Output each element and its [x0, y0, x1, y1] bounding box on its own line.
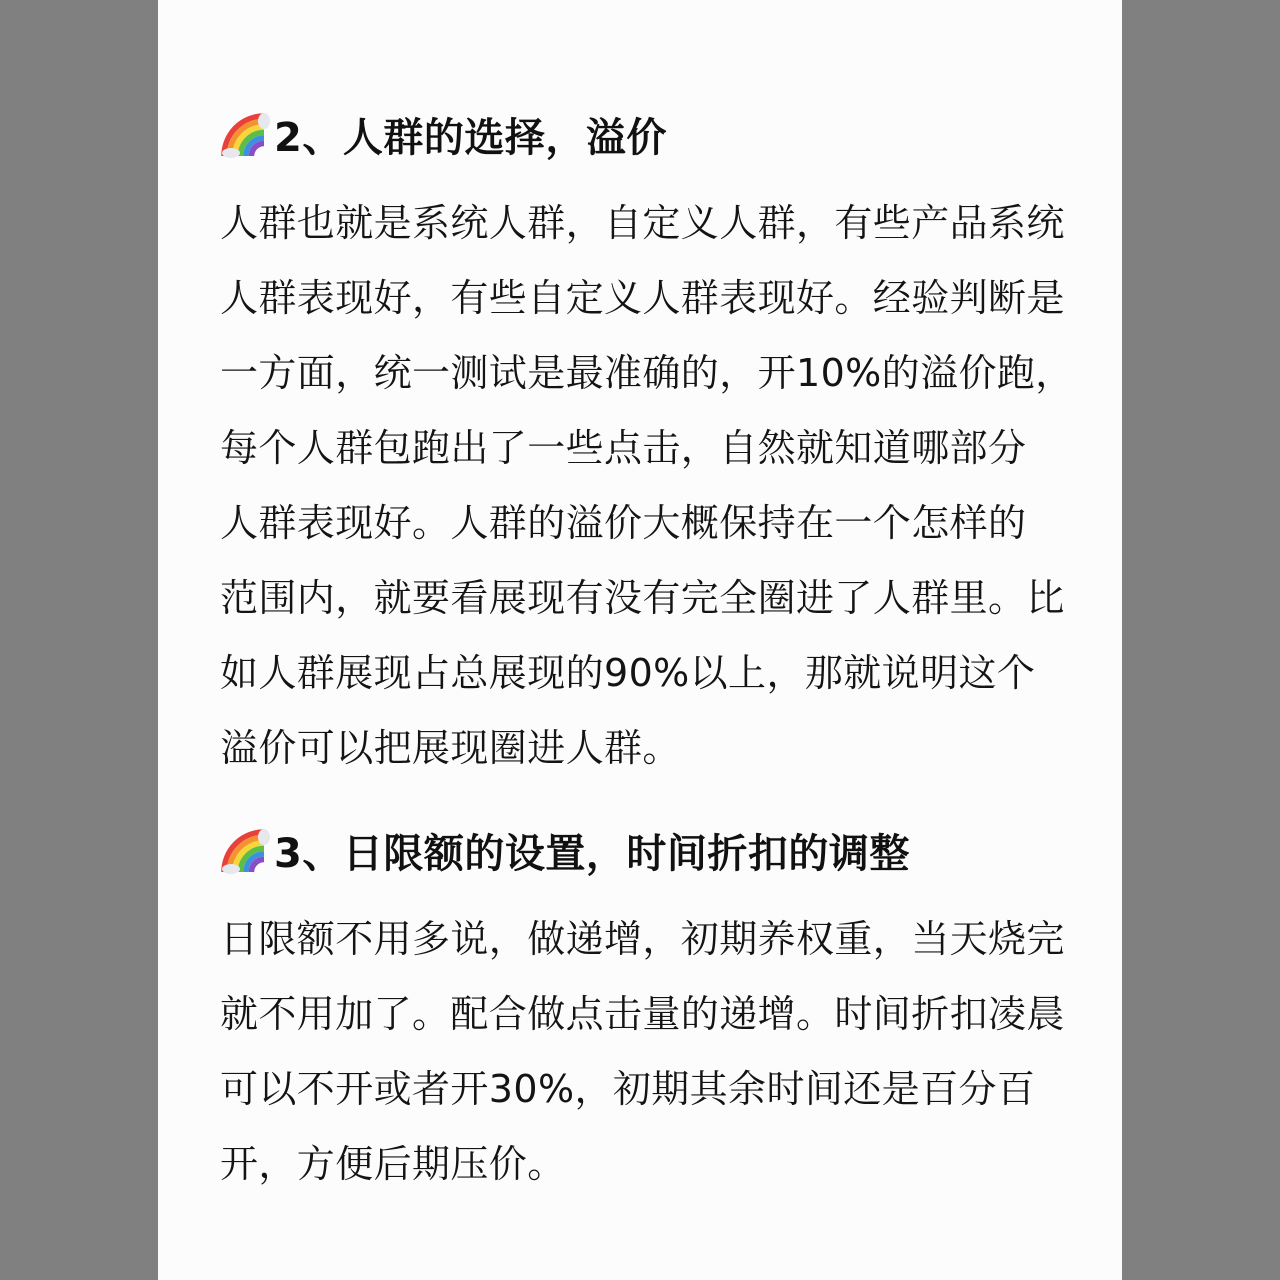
body-line: 日限额不用多说，做递增，初期养权重，当天烧完 — [220, 917, 1065, 961]
body-line: 开，方便后期压价。 — [220, 1142, 566, 1186]
section-daily-budget — [220, 820, 1080, 1202]
body-line: 一方面，统一测试是最准确的，开10%的溢价跑， — [220, 351, 1074, 395]
body-line: 可以不开或者开30%，初期其余时间还是百分百 — [220, 1067, 1036, 1111]
body-line: 人群表现好，有些自定义人群表现好。经验判断是 — [220, 276, 1065, 320]
section-heading — [220, 104, 1080, 164]
body-line: 就不用加了。配合做点击量的递增。时间折扣凌晨 — [220, 992, 1065, 1036]
section-heading — [220, 820, 1080, 880]
body-line: 范围内，就要看展现有没有完全圈进了人群里。比 — [220, 576, 1065, 620]
body-line: 每个人群包跑出了一些点击，自然就知道哪部分 — [220, 426, 1027, 470]
body-line: 如人群展现占总展现的90%以上，那就说明这个 — [220, 651, 1036, 695]
body-line: 人群也就是系统人群，自定义人群，有些产品系统 — [220, 201, 1065, 245]
body-line: 溢价可以把展现圈进人群。 — [220, 726, 681, 770]
section-heading-text: 2、人群的选择，溢价 — [274, 114, 667, 161]
document-page — [158, 0, 1122, 1280]
section-heading-text: 3、日限额的设置，时间折扣的调整 — [274, 830, 910, 877]
section-body — [220, 186, 1080, 786]
rainbow-icon — [220, 824, 272, 876]
body-line: 人群表现好。人群的溢价大概保持在一个怎样的 — [220, 501, 1027, 545]
section-body — [220, 902, 1080, 1202]
rainbow-icon — [220, 108, 272, 160]
section-audience-selection — [220, 104, 1080, 786]
